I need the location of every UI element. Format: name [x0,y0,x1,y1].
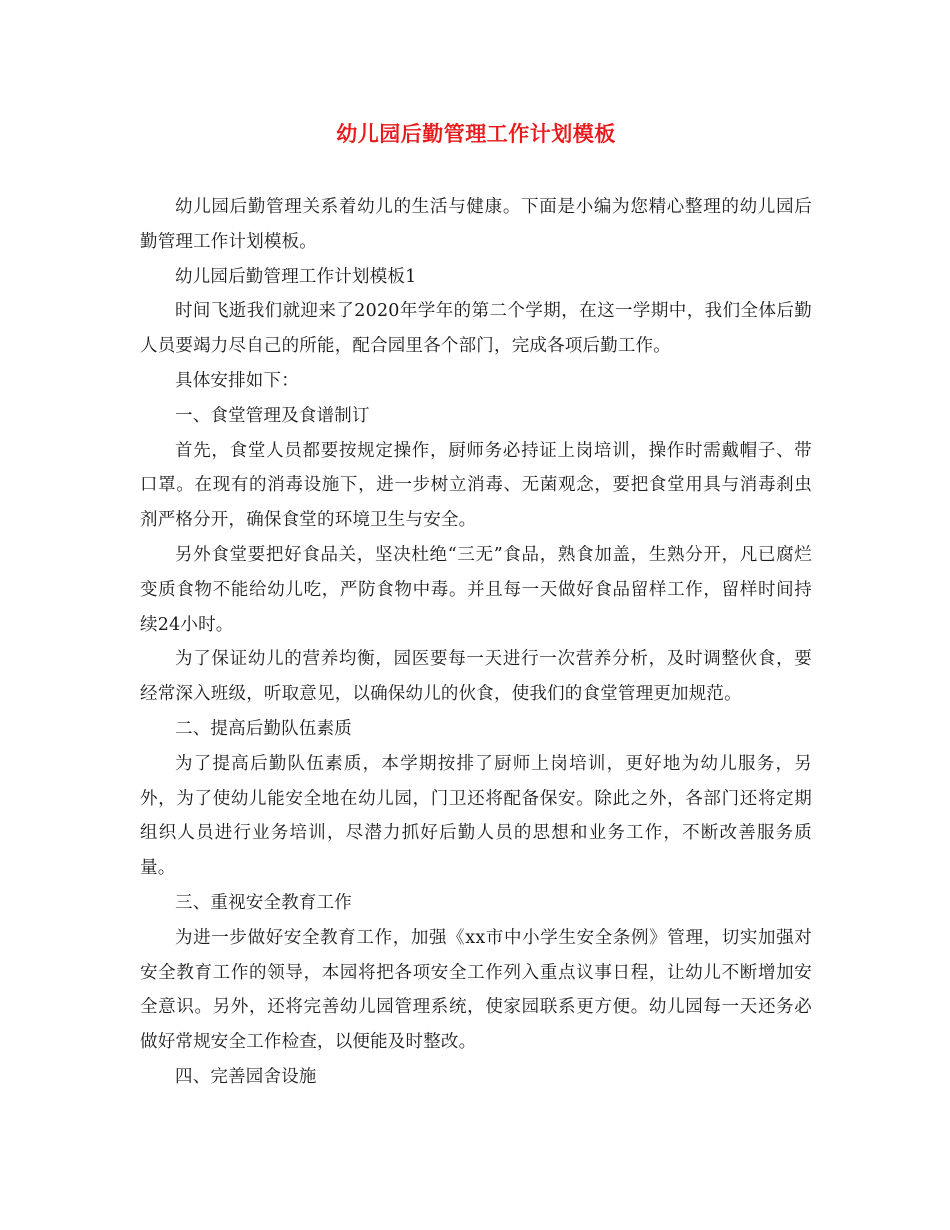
paragraph-intro: 幼儿园后勤管理关系着幼儿的生活与健康。下面是小编为您精心整理的幼儿园后勤管理工作计划模板。 [140,197,812,252]
section-heading-staff: 二、提高后勤队伍素质 [175,718,352,739]
section-heading-facilities: 四、完善园舍设施 [175,1066,317,1087]
section-heading-safety: 三、重视安全教育工作 [175,892,352,913]
document-title: 幼儿园后勤管理工作计划模板 [336,121,616,146]
paragraph-canteen-1: 首先，食堂人员都要按规定操作，厨师务必持证上岗培训，操作时需戴帽子、带口罩。在现有的消毒设施下，进一步树立消毒、无菌观念，要把食堂用具与消毒刹虫剂严格分开，确保食堂的环境卫生与安全。 [140,440,812,531]
paragraph-canteen-3: 为了保证幼儿的营养均衡，园医要每一天进行一次营养分析，及时调整伙食，要经常深入班级，听取意见，以确保幼儿的伙食，使我们的食堂管理更加规范。 [140,649,812,705]
paragraph-canteen-2: 另外食堂要把好食品关，坚决杜绝“三无”食品，熟食加盖，生熟分开，凡已腐烂变质食物不能给幼儿吃，严防食物中毒。并且每一天做好食品留样工作，留样时间持续24小时。 [140,544,812,635]
paragraph-semester: 时间飞逝我们就迎来了2020年学年的第二个学期，在这一学期中，我们全体后勤人员要竭力尽自己的所能，配合园里各个部门，完成各项后勤工作。 [140,301,812,357]
paragraph-arrangement: 具体安排如下： [175,370,299,391]
paragraph-template-heading: 幼儿园后勤管理工作计划模板1 [175,266,417,287]
section-heading-canteen: 一、食堂管理及食谱制订 [175,405,370,426]
document-body [140,190,812,1095]
paragraph-staff: 为了提高后勤队伍素质，本学期按排了厨师上岗培训，更好地为幼儿服务，另外，为了使幼儿能安全地在幼儿园，门卫还将配备保安。除此之外，各部门还将定期组织人员进行业务培训，尽潜力抓好后勤人员的思想和业务工作，不断改善服务质量。 [140,753,812,879]
paragraph-safety: 为进一步做好安全教育工作，加强《xx市中小学生安全条例》管理，切实加强对安全教育工作的领导，本园将把各项安全工作列入重点议事日程，让幼儿不断增加安全意识。另外，还将完善幼儿园管理系统，使家园联系更方便。幼儿园每一天还务必做好常规安全工作检查，以便能及时整改。 [140,927,812,1053]
